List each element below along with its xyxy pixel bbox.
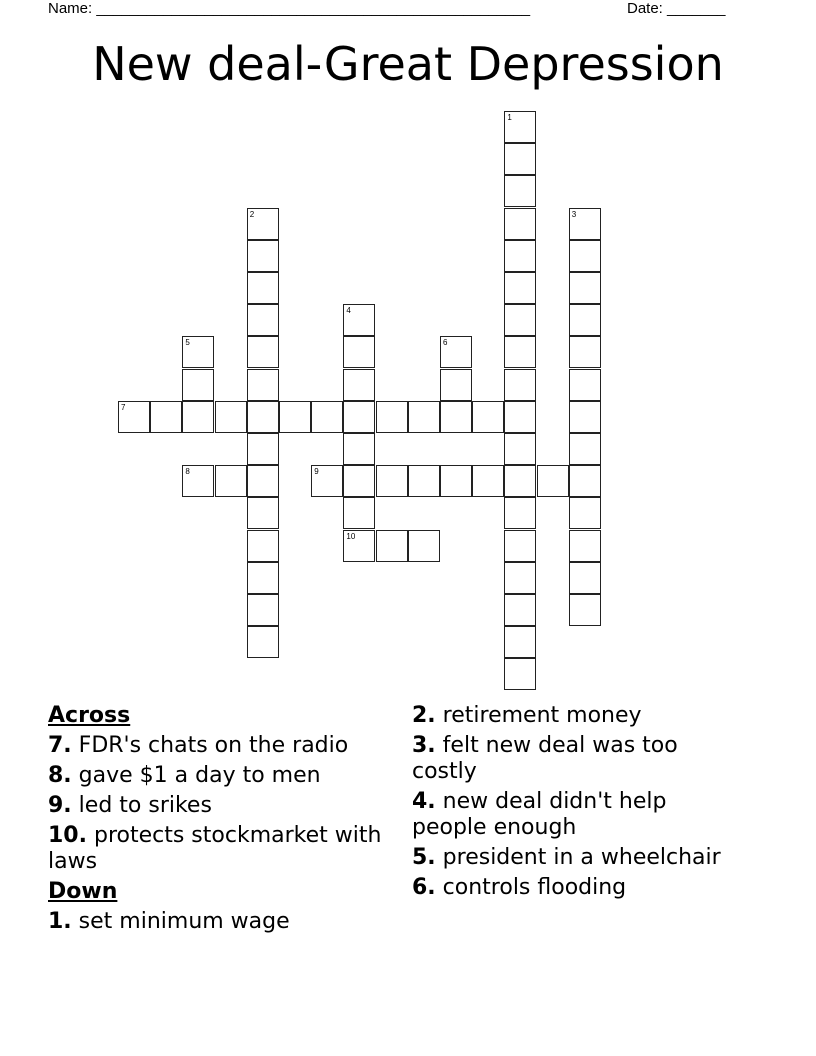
grid-cell[interactable] bbox=[182, 401, 214, 433]
clue-text: president in a wheelchair bbox=[442, 845, 721, 870]
grid-cell[interactable] bbox=[247, 626, 279, 658]
grid-cell[interactable] bbox=[279, 401, 311, 433]
grid-cell[interactable] bbox=[569, 530, 601, 562]
grid-cell[interactable] bbox=[472, 401, 504, 433]
grid-cell[interactable] bbox=[504, 658, 536, 690]
clue-number-label: 7 bbox=[121, 402, 126, 412]
grid-cell[interactable] bbox=[504, 111, 536, 143]
clue-number-label: 2 bbox=[249, 209, 255, 219]
grid-cell[interactable] bbox=[504, 401, 536, 433]
clue-across-8 bbox=[48, 763, 384, 789]
clue-text: controls flooding bbox=[442, 875, 627, 900]
grid-cell[interactable] bbox=[569, 497, 601, 529]
grid-cell[interactable] bbox=[343, 433, 375, 465]
clue-text: set minimum wage bbox=[78, 909, 290, 934]
clues-column-right bbox=[412, 703, 732, 905]
grid-cell[interactable] bbox=[182, 465, 214, 497]
grid-cell[interactable] bbox=[215, 465, 247, 497]
grid-cell[interactable] bbox=[504, 336, 536, 368]
grid-cell[interactable] bbox=[569, 208, 601, 240]
grid-cell[interactable] bbox=[247, 465, 279, 497]
grid-cell[interactable] bbox=[569, 594, 601, 626]
grid-cell[interactable] bbox=[504, 208, 536, 240]
grid-cell[interactable] bbox=[343, 497, 375, 529]
grid-cell[interactable] bbox=[247, 272, 279, 304]
grid-cell[interactable] bbox=[504, 562, 536, 594]
clue-number-label: 10 bbox=[346, 531, 356, 541]
grid-cell[interactable] bbox=[537, 465, 569, 497]
clue-text: FDR's chats on the radio bbox=[78, 733, 349, 758]
clue-down-3 bbox=[412, 733, 732, 785]
grid-cell[interactable] bbox=[504, 143, 536, 175]
clue-number: 9. bbox=[48, 793, 72, 818]
grid-cell[interactable] bbox=[440, 369, 472, 401]
grid-cell[interactable] bbox=[504, 369, 536, 401]
clue-across-7 bbox=[48, 733, 384, 759]
grid-cell[interactable] bbox=[440, 465, 472, 497]
grid-cell[interactable] bbox=[343, 304, 375, 336]
grid-cell[interactable] bbox=[569, 433, 601, 465]
clue-text: retirement money bbox=[442, 703, 642, 728]
clue-down-1 bbox=[48, 909, 384, 935]
grid-cell[interactable] bbox=[504, 594, 536, 626]
grid-cell[interactable] bbox=[504, 433, 536, 465]
clue-down-5 bbox=[412, 845, 732, 871]
grid-cell[interactable] bbox=[215, 401, 247, 433]
clue-text: felt new deal was too costly bbox=[412, 733, 678, 784]
grid-cell[interactable] bbox=[569, 369, 601, 401]
grid-cell[interactable] bbox=[504, 304, 536, 336]
clue-text: protects stockmarket with laws bbox=[48, 823, 382, 874]
clue-number: 5. bbox=[412, 845, 436, 870]
clue-number-label: 3 bbox=[571, 209, 577, 219]
clue-number-label: 6 bbox=[443, 338, 448, 348]
clues-column-left bbox=[48, 703, 384, 939]
grid-cell[interactable] bbox=[343, 336, 375, 368]
grid-cell[interactable] bbox=[311, 465, 343, 497]
grid-cell[interactable] bbox=[440, 401, 472, 433]
grid-cell[interactable] bbox=[569, 272, 601, 304]
grid-cell[interactable] bbox=[504, 272, 536, 304]
grid-cell[interactable] bbox=[247, 401, 279, 433]
across-heading: Across bbox=[48, 703, 131, 728]
grid-cell[interactable] bbox=[343, 465, 375, 497]
grid-cell[interactable] bbox=[247, 336, 279, 368]
grid-cell[interactable] bbox=[247, 594, 279, 626]
clue-text: led to srikes bbox=[78, 793, 212, 818]
grid-cell[interactable] bbox=[504, 626, 536, 658]
grid-cell[interactable] bbox=[504, 530, 536, 562]
grid-cell[interactable] bbox=[182, 336, 214, 368]
grid-cell[interactable] bbox=[376, 401, 408, 433]
grid-cell[interactable] bbox=[247, 240, 279, 272]
grid-cell[interactable] bbox=[376, 530, 408, 562]
grid-cell[interactable] bbox=[343, 401, 375, 433]
clue-across-9 bbox=[48, 793, 384, 819]
grid-cell[interactable] bbox=[504, 175, 536, 207]
puzzle-title: New deal-Great Depression bbox=[92, 37, 724, 91]
grid-cell[interactable] bbox=[247, 433, 279, 465]
clue-down-6 bbox=[412, 875, 732, 901]
grid-cell[interactable] bbox=[408, 401, 440, 433]
clue-number: 4. bbox=[412, 789, 436, 814]
grid-cell[interactable] bbox=[440, 336, 472, 368]
grid-cell[interactable] bbox=[247, 530, 279, 562]
grid-cell[interactable] bbox=[247, 208, 279, 240]
clue-number-label: 8 bbox=[185, 467, 190, 477]
grid-cell[interactable] bbox=[504, 240, 536, 272]
date-field-label: Date: _______ bbox=[627, 0, 726, 17]
grid-cell[interactable] bbox=[182, 369, 214, 401]
grid-cell[interactable] bbox=[504, 465, 536, 497]
clue-number: 1. bbox=[48, 909, 72, 934]
clue-text: new deal didn't help people enough bbox=[412, 789, 667, 840]
name-field-label: Name: ____________________________________________________ bbox=[48, 0, 531, 17]
grid-cell[interactable] bbox=[408, 465, 440, 497]
grid-cell[interactable] bbox=[247, 304, 279, 336]
clue-down-2 bbox=[412, 703, 732, 729]
grid-cell[interactable] bbox=[569, 336, 601, 368]
grid-cell[interactable] bbox=[311, 401, 343, 433]
grid-cell[interactable] bbox=[247, 497, 279, 529]
clue-text: gave $1 a day to men bbox=[78, 763, 321, 788]
grid-cell[interactable] bbox=[569, 240, 601, 272]
grid-cell[interactable] bbox=[343, 530, 375, 562]
clue-number-label: 9 bbox=[314, 467, 319, 477]
grid-cell[interactable] bbox=[569, 304, 601, 336]
grid-cell[interactable] bbox=[376, 465, 408, 497]
clue-across-10 bbox=[48, 823, 384, 875]
clue-number: 2. bbox=[412, 703, 436, 728]
grid-cell[interactable] bbox=[118, 401, 150, 433]
grid-cell[interactable] bbox=[569, 562, 601, 594]
grid-cell[interactable] bbox=[343, 369, 375, 401]
grid-cell[interactable] bbox=[408, 530, 440, 562]
clue-number: 7. bbox=[48, 733, 72, 758]
grid-cell[interactable] bbox=[569, 401, 601, 433]
clue-number: 10. bbox=[48, 823, 87, 848]
clue-number: 3. bbox=[412, 733, 436, 758]
clue-number-label: 4 bbox=[346, 306, 351, 316]
grid-cell[interactable] bbox=[472, 465, 504, 497]
clue-down-4 bbox=[412, 789, 732, 841]
grid-cell[interactable] bbox=[150, 401, 182, 433]
clue-number-label: 1 bbox=[507, 113, 512, 122]
clue-number: 6. bbox=[412, 875, 436, 900]
grid-cell[interactable] bbox=[504, 497, 536, 529]
clue-number-label: 5 bbox=[185, 338, 190, 348]
grid-cell[interactable] bbox=[569, 465, 601, 497]
grid-cell[interactable] bbox=[247, 369, 279, 401]
down-heading: Down bbox=[48, 879, 118, 904]
clue-number: 8. bbox=[48, 763, 72, 788]
grid-cell[interactable] bbox=[247, 562, 279, 594]
